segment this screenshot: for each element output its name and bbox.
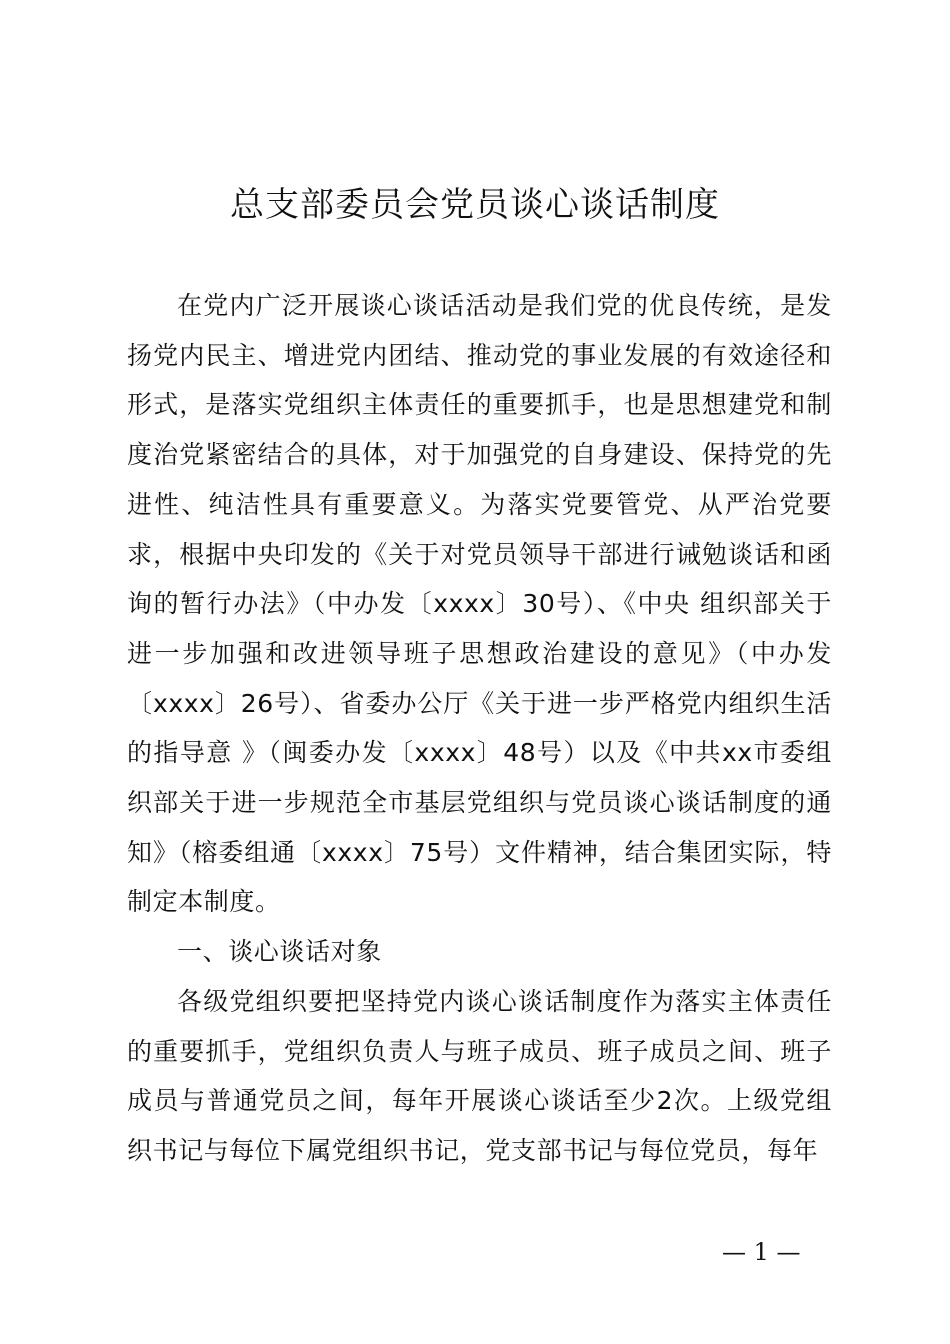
document-title: 总支部委员会党员谈心谈话制度 bbox=[230, 185, 720, 225]
page-number: — 1 — bbox=[722, 1238, 801, 1266]
document-body bbox=[127, 281, 832, 1176]
section-paragraph: 各级党组织要把坚持党内谈心谈话制度作为落实主体责任的重要抓手，党组织负责人与班子成员、班子成员之间、班子成员与普通党员之间，每年开展谈心谈话至少2次。上级党组织书记与每位下属党组织书记，党支部书记与每位党员，每年 bbox=[127, 986, 832, 1165]
intro-paragraph: 在党内广泛开展谈心谈话活动是我们党的优良传统，是发扬党内民主、增进党内团结、推动党的事业发展的有效途径和形式，是落实党组织主体责任的重要抓手，也是思想建党和制度治党紧密结合的具体，对于加强党的自身建设、保持党的先进性、纯洁性具有重要意义。为落实党要管党、从严治党要求，根据中央印发的《关于对党员领导干部进行诫勉谈话和函询的暂行办法》（中办发〔xxxx〕30号）、《中央 组织部关于进一步加强和改进领导班子思想政治建设的意见》（中办发〔xxxx〕26号）、省委办公厅《关于进一步严格党内组织生活的指导意 》（闽委办发〔xxxx〕48号）以及《中共xx市委组织部关于进一步规范全市基层党组织与党员谈心谈话制度的通知》（榕委组通〔xxxx〕75号）文件精神，结合集团实际，特制定本制度。 bbox=[127, 291, 832, 917]
section-heading: 一、谈心谈话对象 bbox=[177, 937, 382, 967]
